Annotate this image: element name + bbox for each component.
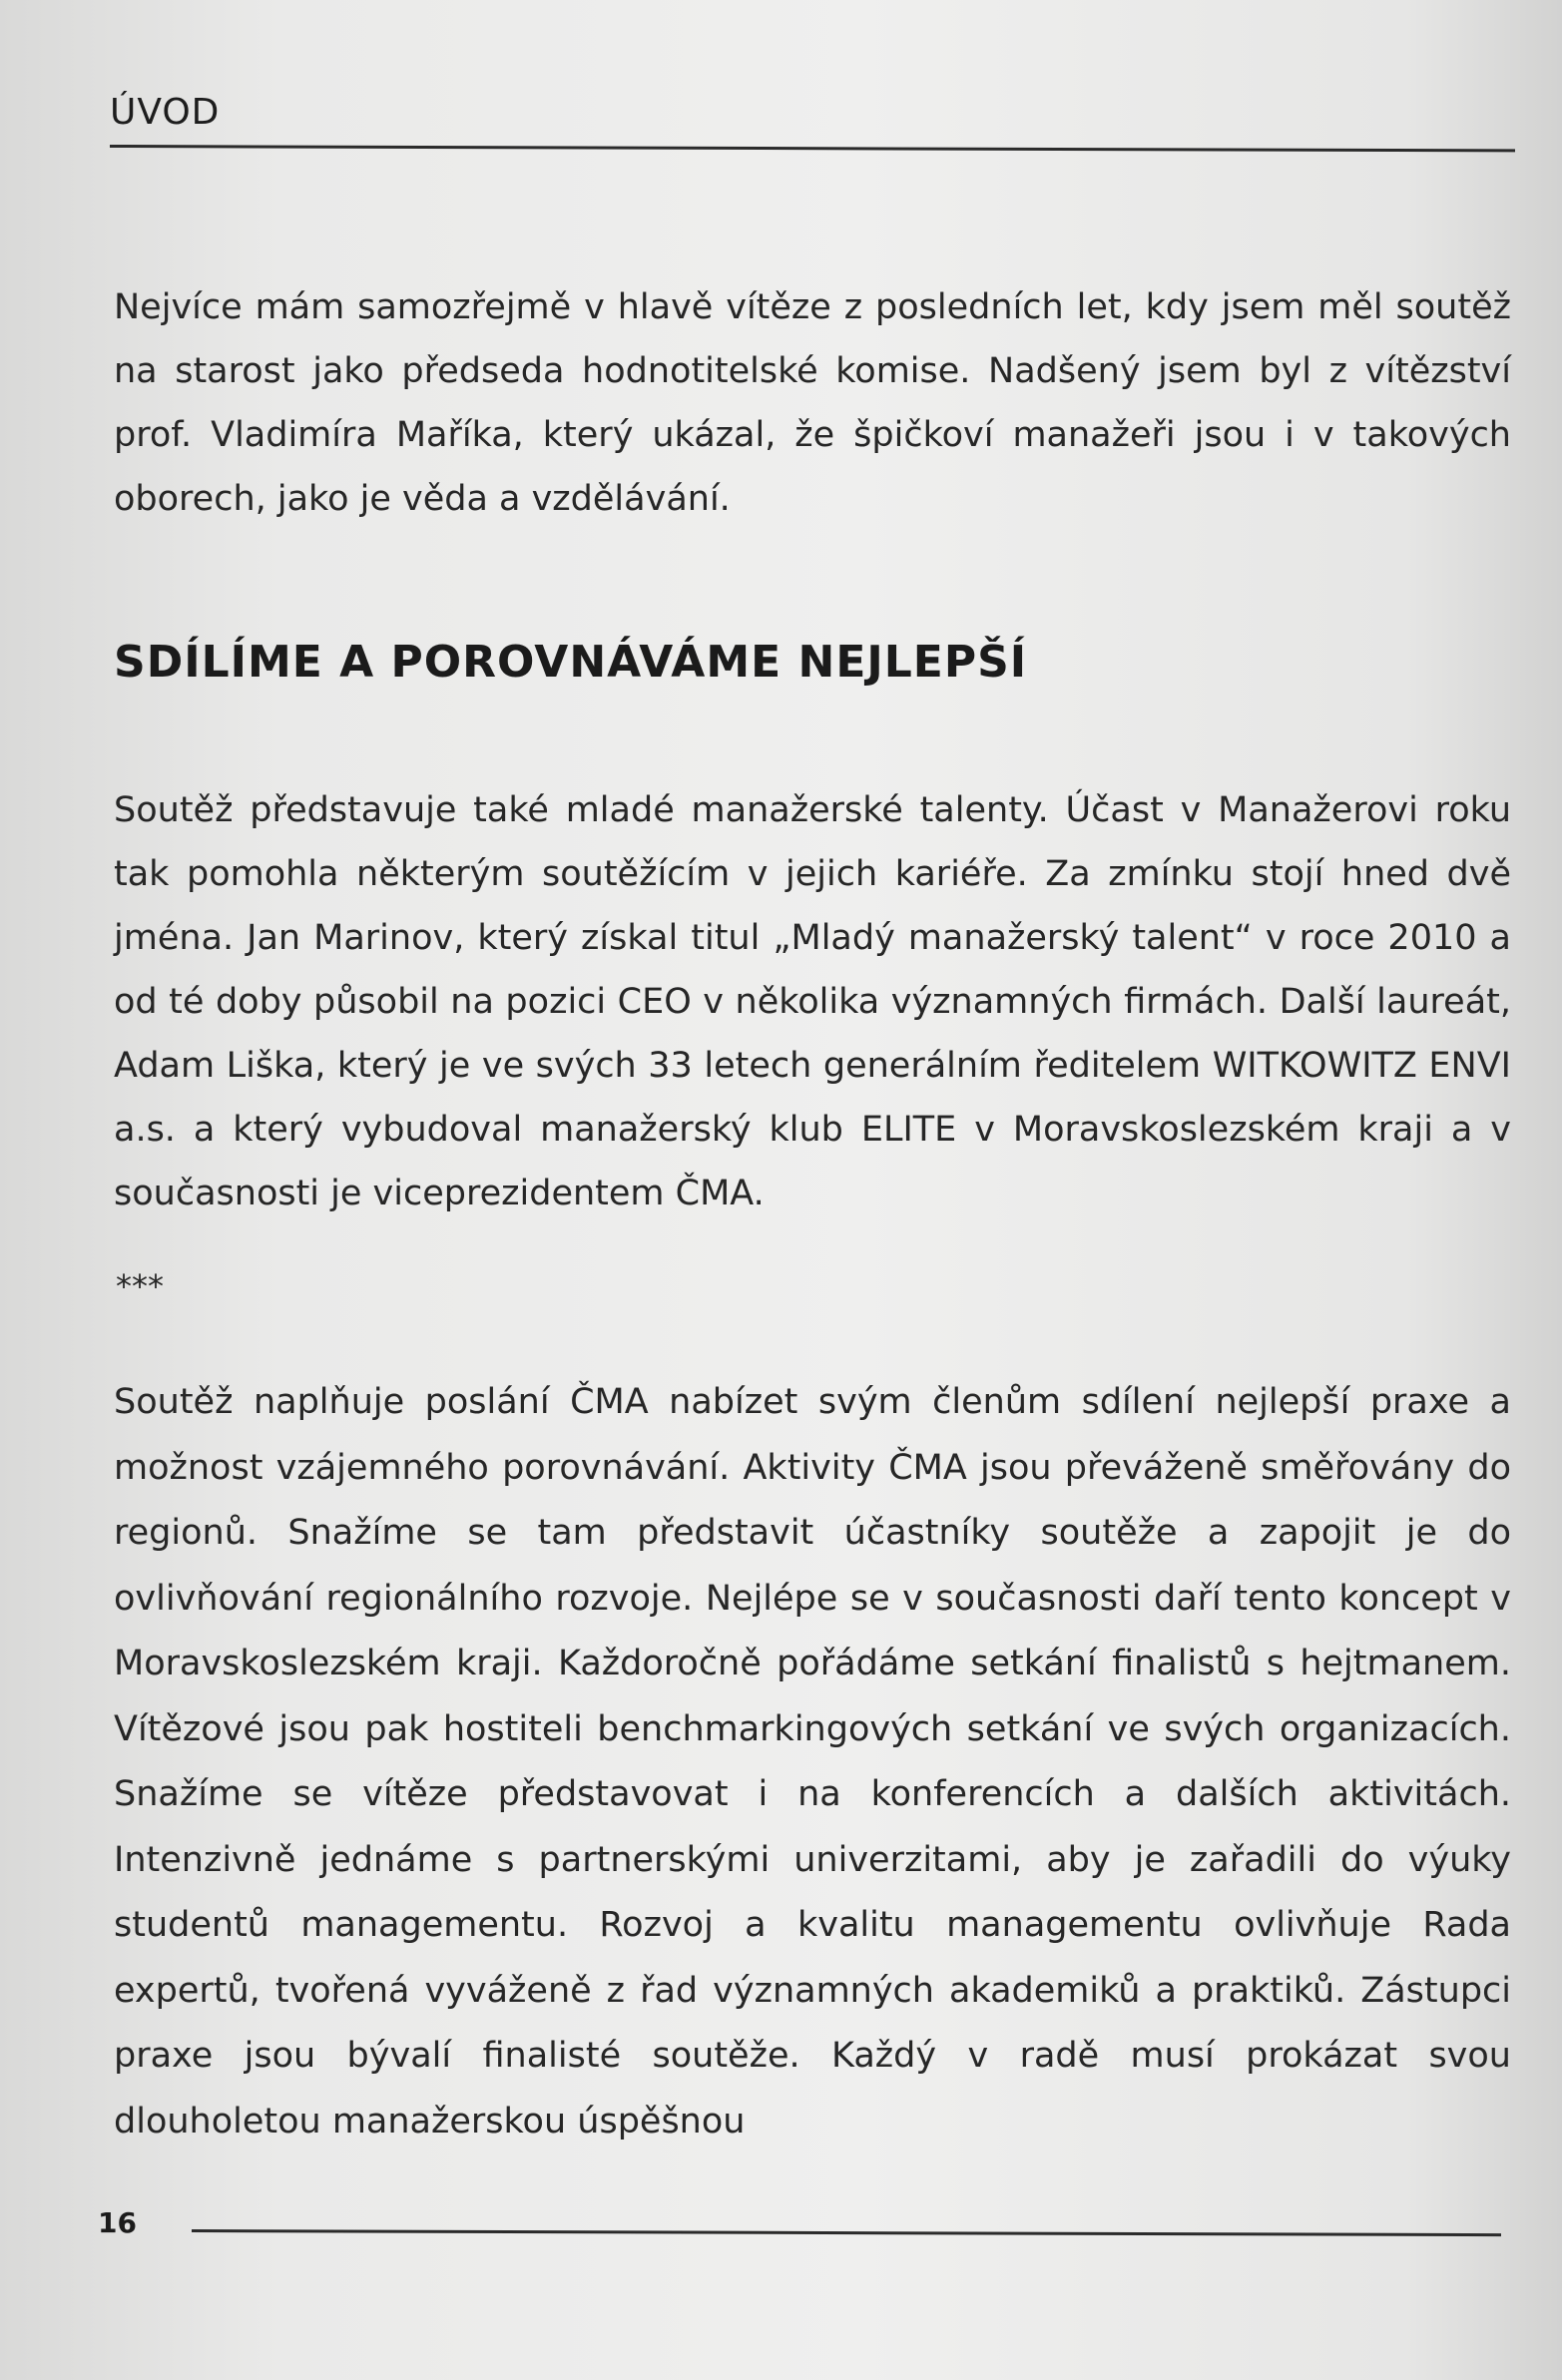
section-heading: SDÍLÍME A POROVNÁVÁME NEJLEPŠÍ bbox=[114, 637, 1028, 688]
section-separator: *** bbox=[116, 1267, 164, 1305]
header-rule bbox=[110, 145, 1515, 152]
running-head: ÚVOD bbox=[110, 92, 221, 133]
footer-rule bbox=[192, 2229, 1501, 2236]
paragraph-2: Soutěž představuje také mladé manažerské talenty. Účast v Manažerovi roku tak pomohla některým soutěžícím v jejich kariéře. Za zmínku stojí hned dvě jména. Jan Marinov, který získal titul „Mladý manažerský talent“ v roce 2010 a od té doby působil na pozici CEO v několika významných firmách. Další laureát, Adam Liška, který je ve svých 33 letech generálním ředitelem WITKOWITZ ENVI a.s. a který vybudoval manažerský klub ELITE v Moravskoslezském kraji a v současnosti je viceprezidentem ČMA. bbox=[114, 790, 1511, 1213]
page-number: 16 bbox=[98, 2206, 137, 2239]
paragraph-3: Soutěž naplňuje poslání ČMA nabízet svým členům sdílení nejlepší praxe a možnost vzájemného porovnávání. Aktivity ČMA jsou převáženě směřovány do regionů. Snažíme se tam představit účastníky soutěže a zapojit je do ovlivňování regionálního rozvoje. Nejlépe se v současnosti daří tento koncept v Moravskoslezském kraji. Každoročně pořádáme setkání finalistů s hejtmanem. Vítězové jsou pak hostiteli benchmarkingových setkání ve svých organizacích. Snažíme se vítěze představovat i na konferencích a dalších aktivitách. Intenzivně jednáme s partnerskými univerzitami, aby je zařadili do výuky studentů managementu. Rozvoj a kvalitu managementu ovlivňuje Rada expertů, tvořená vyváženě z řad významných akademiků a praktiků. Zástupci praxe jsou bývalí finalisté soutěže. Každý v radě musí prokázat svou dlouholetou manažerskou úspěšnou bbox=[114, 1382, 1511, 2142]
paragraph-1: Nejvíce mám samozřejmě v hlavě vítěze z posledních let, kdy jsem měl soutěž na starost jako předseda hodnotitelské komise. Nadšený jsem byl z vítězství prof. Vladimíra Maříka, který ukázal, že špičkoví manažeři jsou i v takových oborech, jako je věda a vzdělávání. bbox=[114, 287, 1511, 519]
